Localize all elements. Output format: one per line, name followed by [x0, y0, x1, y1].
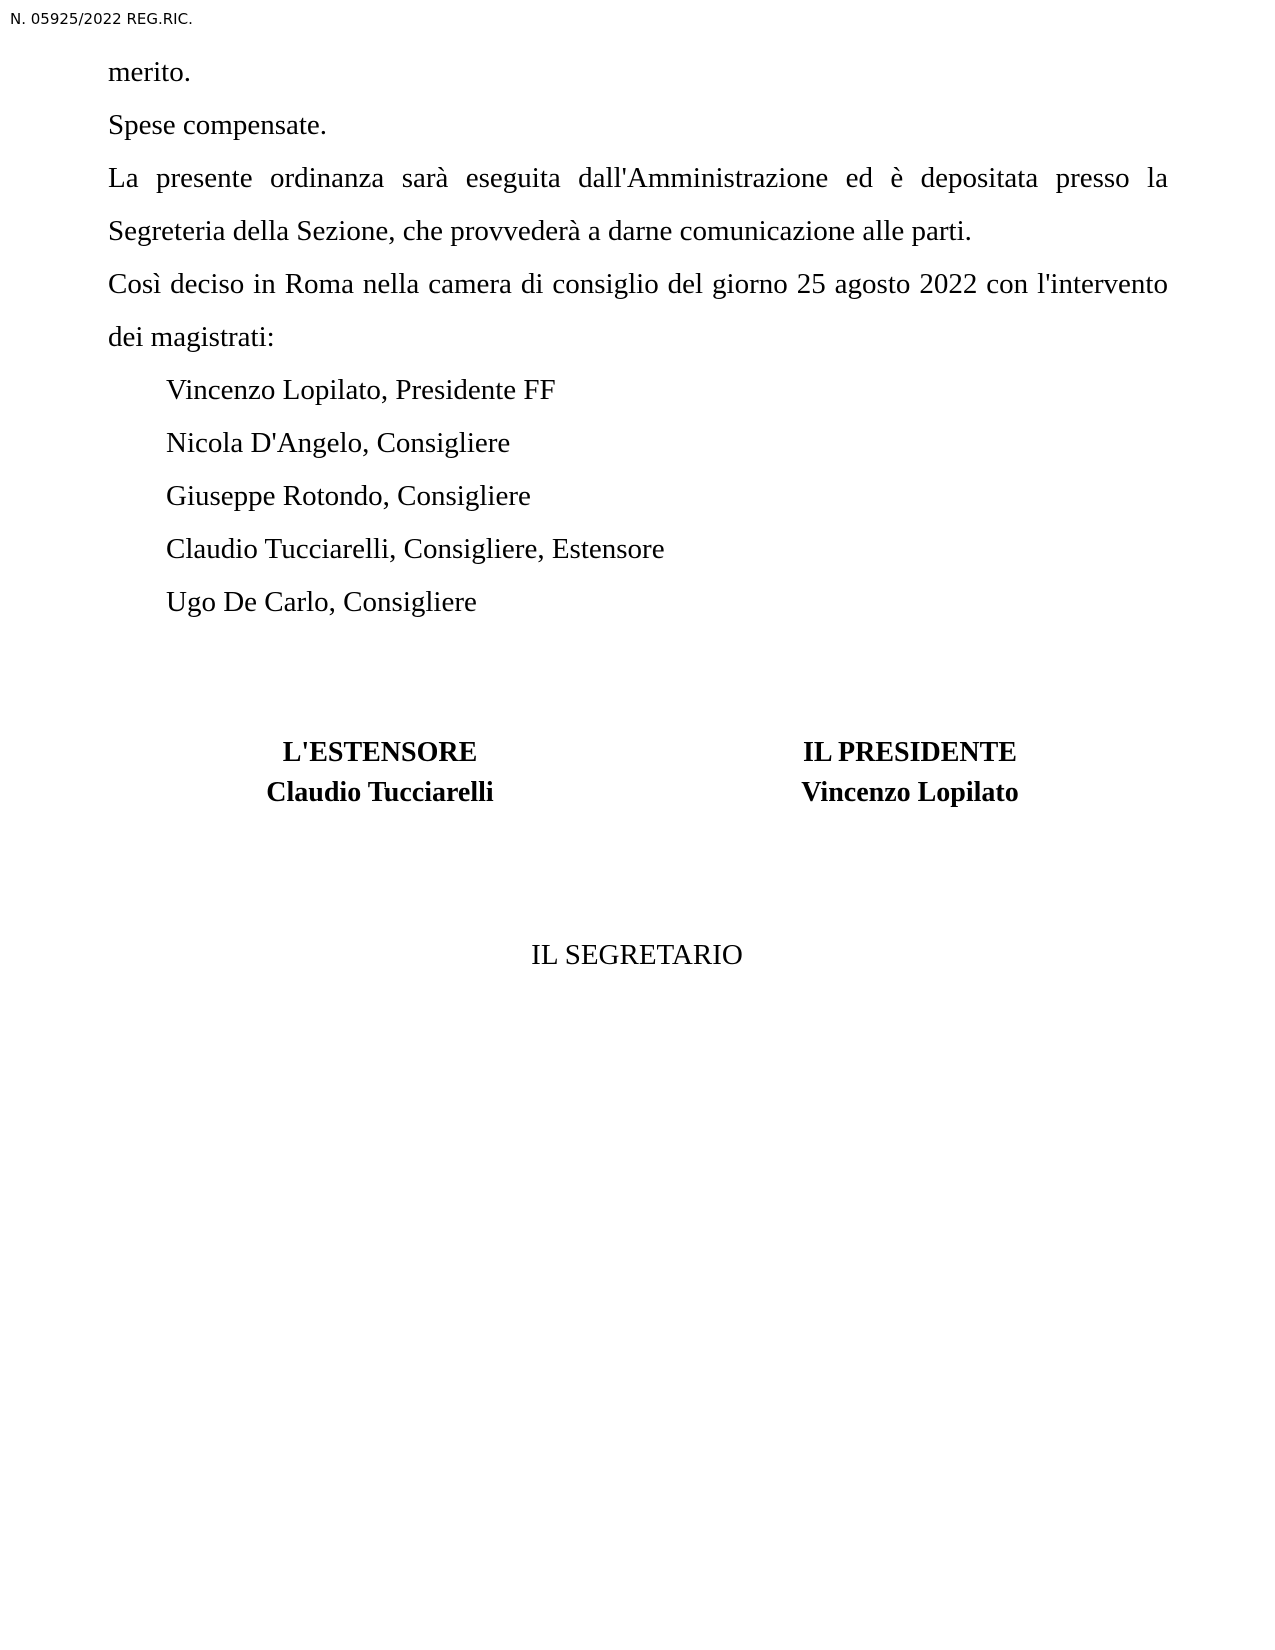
- signature-estensore: [200, 733, 560, 813]
- signature-presidente: [730, 733, 1090, 813]
- magistrate-item: Vincenzo Lopilato, Presidente FF: [166, 374, 556, 406]
- signature-name-estensore: Claudio Tucciarelli: [266, 777, 494, 808]
- magistrate-item: Ugo De Carlo, Consigliere: [166, 586, 477, 618]
- magistrate-item: Nicola D'Angelo, Consigliere: [166, 427, 511, 459]
- signature-name-presidente: Vincenzo Lopilato: [801, 777, 1019, 808]
- magistrates-list: [108, 364, 1168, 629]
- document-body: [108, 46, 1168, 629]
- signature-role-presidente: IL PRESIDENTE: [803, 737, 1017, 768]
- document-reference-number: N. 05925/2022 REG.RIC.: [10, 10, 193, 28]
- magistrate-item: Claudio Tucciarelli, Consigliere, Estensore: [166, 533, 665, 565]
- paragraph-spese: Spese compensate.: [108, 109, 328, 141]
- magistrate-item: Giuseppe Rotondo, Consigliere: [166, 480, 531, 512]
- paragraph-deciso: Così deciso in Roma nella camera di consiglio del giorno 25 agosto 2022 con l'intervento dei magistrati:: [108, 268, 1168, 353]
- signature-role-estensore: L'ESTENSORE: [282, 737, 478, 768]
- paragraph-merito: merito.: [108, 56, 191, 88]
- signature-segretario: IL SEGRETARIO: [531, 939, 743, 971]
- paragraph-ordinanza: La presente ordinanza sarà eseguita dall'Amministrazione ed è depositata presso la Segreteria della Sezione, che provvederà a darne comunicazione alle parti.: [108, 162, 1168, 247]
